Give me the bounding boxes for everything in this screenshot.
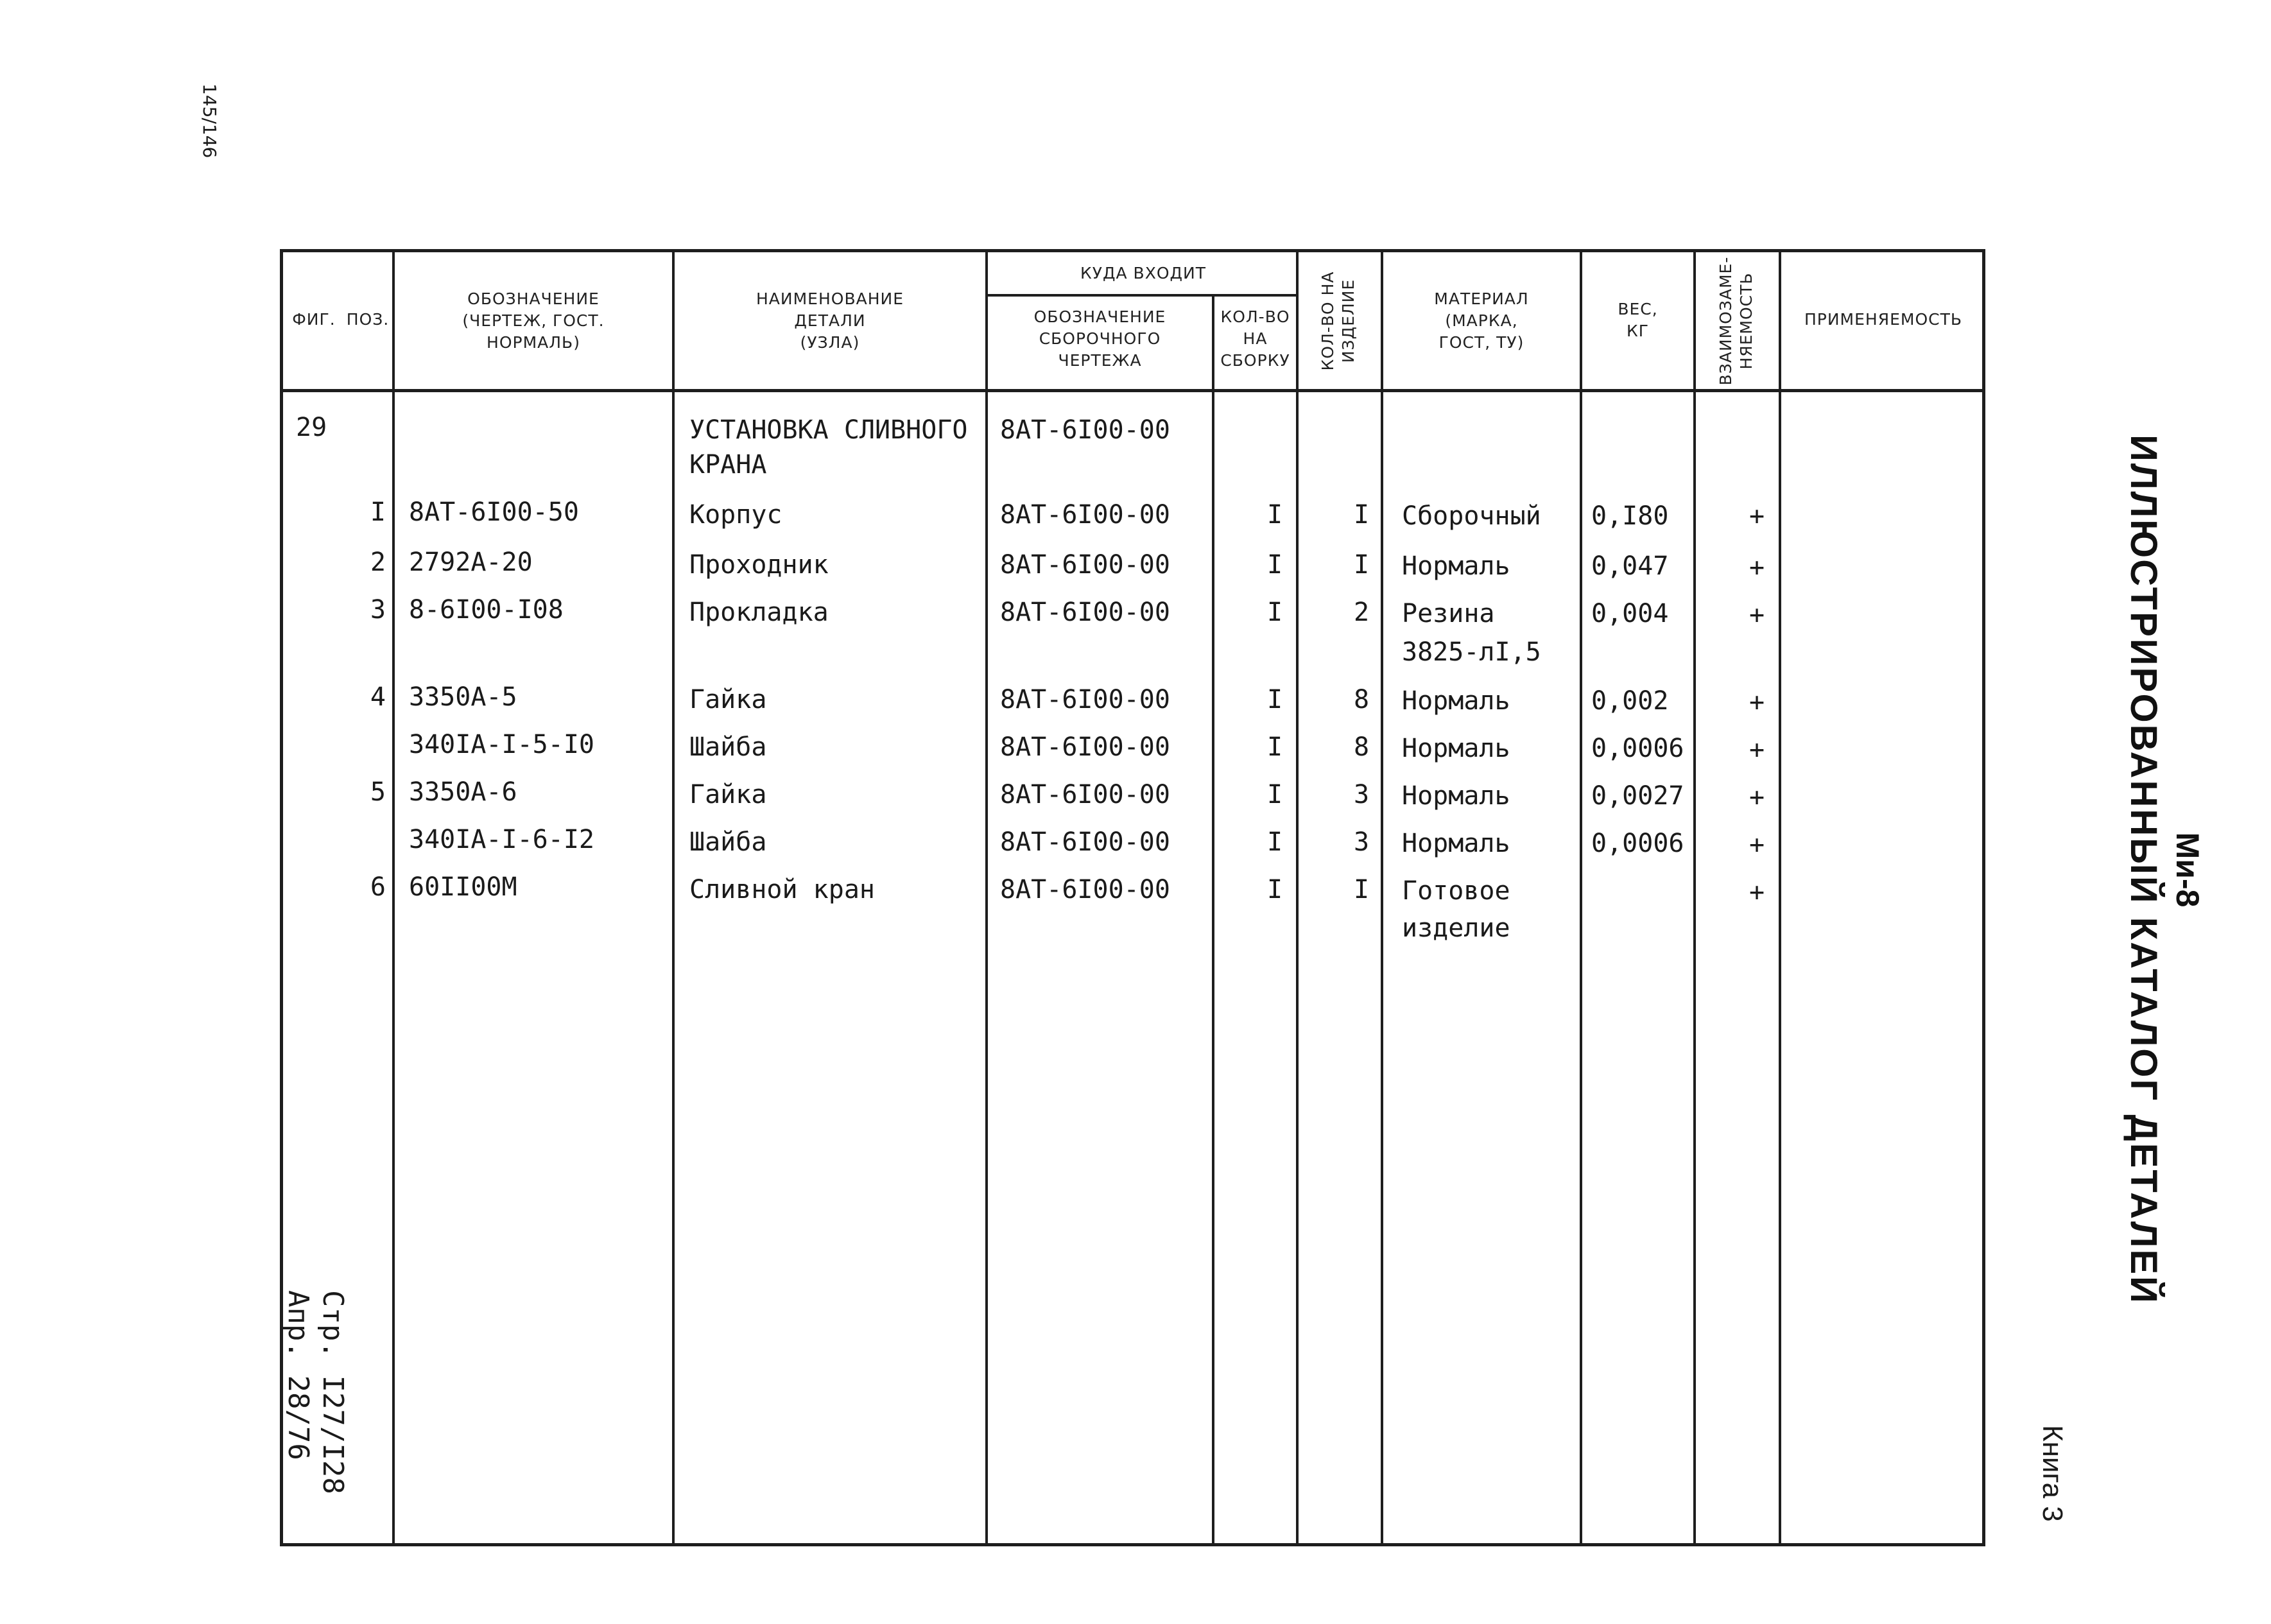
assembly-drawing: 8АТ-6I00-00: [1000, 732, 1170, 762]
part-designation: 8АТ-6I00-50: [409, 497, 579, 527]
weight: 0,047: [1591, 551, 1669, 581]
assembly-drawing: 8АТ-6I00-00: [1000, 827, 1170, 857]
interchangeability: +: [1749, 600, 1765, 630]
part-name: Корпус: [689, 500, 782, 530]
header-weight: ВЕС, КГ: [1618, 300, 1658, 340]
parts-catalog-table: [280, 249, 1985, 1546]
material: Нормаль: [1402, 829, 1510, 858]
page-reference: [279, 1290, 350, 1624]
part-designation: 2792А-20: [409, 548, 533, 577]
part-name: Гайка: [689, 685, 767, 714]
header-designation: ОБОЗНАЧЕНИЕ (ЧЕРТЕЖ, ГОСТ. НОРМАЛЬ): [462, 289, 605, 352]
part-designation: 8-6I00-I08: [409, 595, 564, 625]
assembly-drawing: 8АТ-6I00-00: [1000, 500, 1170, 530]
qty-product: I: [1353, 500, 1370, 530]
material: Резина: [1402, 599, 1495, 628]
part-designation: 340IА-I-6-I2: [409, 825, 594, 854]
fig-number: 29: [296, 413, 327, 442]
qty-assembly: I: [1266, 827, 1283, 857]
book-number: Книга 3: [2037, 1425, 2068, 1522]
assembly-drawing: 8АТ-6I00-00: [1000, 550, 1170, 580]
header-qty-product: КОЛ-ВО НА ИЗДЕЛИЕ: [1318, 271, 1358, 371]
column-divider: [1693, 252, 1696, 1543]
qty-assembly: I: [1266, 732, 1283, 762]
assembly-drawing: 8АТ-6I00-00: [1000, 875, 1170, 904]
weight: 0,004: [1591, 599, 1669, 628]
column-divider: [985, 252, 988, 1543]
qty-product: 8: [1353, 732, 1370, 762]
interchangeability: +: [1749, 735, 1765, 764]
part-name: Шайба: [689, 827, 767, 857]
header-name: НАИМЕНОВАНИЕ ДЕТАЛИ (УЗЛА): [756, 289, 904, 352]
material: 3825-лI,5: [1402, 637, 1541, 667]
weight: 0,I80: [1591, 501, 1669, 531]
catalog-name: ИЛЛЮСТРИРОВАННЫЙ КАТАЛОГ ДЕТАЛЕЙ: [2123, 435, 2164, 1305]
position-number: 4: [370, 682, 386, 712]
part-designation: 60II00М: [409, 872, 517, 902]
part-name: УСТАНОВКА СЛИВНОГО: [689, 415, 968, 445]
header-interchangeability: ВЗАИМОЗАМЕ- НЯЕМОСТЬ: [1716, 256, 1756, 386]
material: Нормаль: [1402, 551, 1510, 581]
part-designation: 3350А-5: [409, 682, 517, 712]
weight: 0,0027: [1591, 781, 1684, 811]
qty-assembly: I: [1266, 550, 1283, 580]
part-name: Проходник: [689, 550, 829, 580]
interchangeability: +: [1749, 782, 1765, 812]
assembly-drawing: 8АТ-6I00-00: [1000, 780, 1170, 809]
position-number: I: [370, 497, 386, 527]
interchangeability: +: [1749, 553, 1765, 582]
column-divider: [672, 252, 675, 1543]
qty-product: 8: [1353, 685, 1370, 714]
weight: 0,0006: [1591, 829, 1684, 858]
aircraft-model: Ми-8: [2170, 832, 2206, 908]
part-name: Прокладка: [689, 598, 829, 627]
header-where-used: КУДА ВХОДИТ: [1080, 264, 1207, 282]
material: Нормаль: [1402, 781, 1510, 811]
interchangeability: +: [1749, 877, 1765, 907]
interchangeability: +: [1749, 501, 1765, 531]
part-name: КРАНА: [689, 450, 767, 479]
material: изделие: [1402, 913, 1510, 943]
qty-product: I: [1353, 875, 1370, 904]
header-fig: ФИГ.: [292, 310, 336, 329]
part-name: Шайба: [689, 732, 767, 762]
position-number: 6: [370, 872, 386, 902]
catalog-title: [2099, 388, 2208, 1351]
part-name: Сливной кран: [689, 875, 875, 904]
qty-product: 3: [1353, 827, 1370, 857]
assembly-drawing: 8АТ-6I00-00: [1000, 685, 1170, 714]
part-name: Гайка: [689, 780, 767, 809]
material: Готовое: [1402, 876, 1510, 906]
material: Нормаль: [1402, 686, 1510, 716]
qty-assembly: I: [1266, 500, 1283, 530]
weight: 0,002: [1591, 686, 1669, 716]
corner-page-number: 145/146: [199, 83, 220, 159]
revision-date: Апр. 28/76: [282, 1290, 315, 1460]
weight: 0,0006: [1591, 734, 1684, 763]
qty-product: I: [1353, 550, 1370, 580]
qty-assembly: I: [1266, 685, 1283, 714]
position-number: 3: [370, 595, 386, 625]
qty-assembly: I: [1266, 598, 1283, 627]
assembly-drawing: 8АТ-6I00-00: [1000, 415, 1170, 445]
header-subdivider: [985, 294, 1299, 297]
header-assembly-drawing: ОБОЗНАЧЕНИЕ СБОРОЧНОГО ЧЕРТЕЖА: [1033, 307, 1166, 370]
column-divider: [392, 252, 395, 1543]
qty-product: 2: [1353, 598, 1370, 627]
header-pos: ПОЗ.: [346, 310, 390, 329]
material: Сборочный: [1402, 501, 1541, 531]
qty-assembly: I: [1266, 875, 1283, 904]
position-number: 2: [370, 548, 386, 577]
column-divider: [1212, 297, 1214, 1543]
header-qty-assembly: КОЛ-ВО НА СБОРКУ: [1220, 307, 1290, 370]
interchangeability: +: [1749, 687, 1765, 717]
page-number: Стр. I27/I28: [316, 1290, 349, 1494]
part-designation: 340IА-I-5-I0: [409, 730, 594, 759]
qty-assembly: I: [1266, 780, 1283, 809]
qty-product: 3: [1353, 780, 1370, 809]
interchangeability: +: [1749, 830, 1765, 860]
header-applicability: ПРИМЕНЯЕМОСТЬ: [1804, 310, 1963, 329]
assembly-drawing: 8АТ-6I00-00: [1000, 598, 1170, 627]
header-material: МАТЕРИАЛ (МАРКА, ГОСТ, ТУ): [1434, 289, 1529, 352]
position-number: 5: [370, 777, 386, 807]
part-designation: 3350А-6: [409, 777, 517, 807]
column-divider: [1580, 252, 1582, 1543]
material: Нормаль: [1402, 734, 1510, 763]
